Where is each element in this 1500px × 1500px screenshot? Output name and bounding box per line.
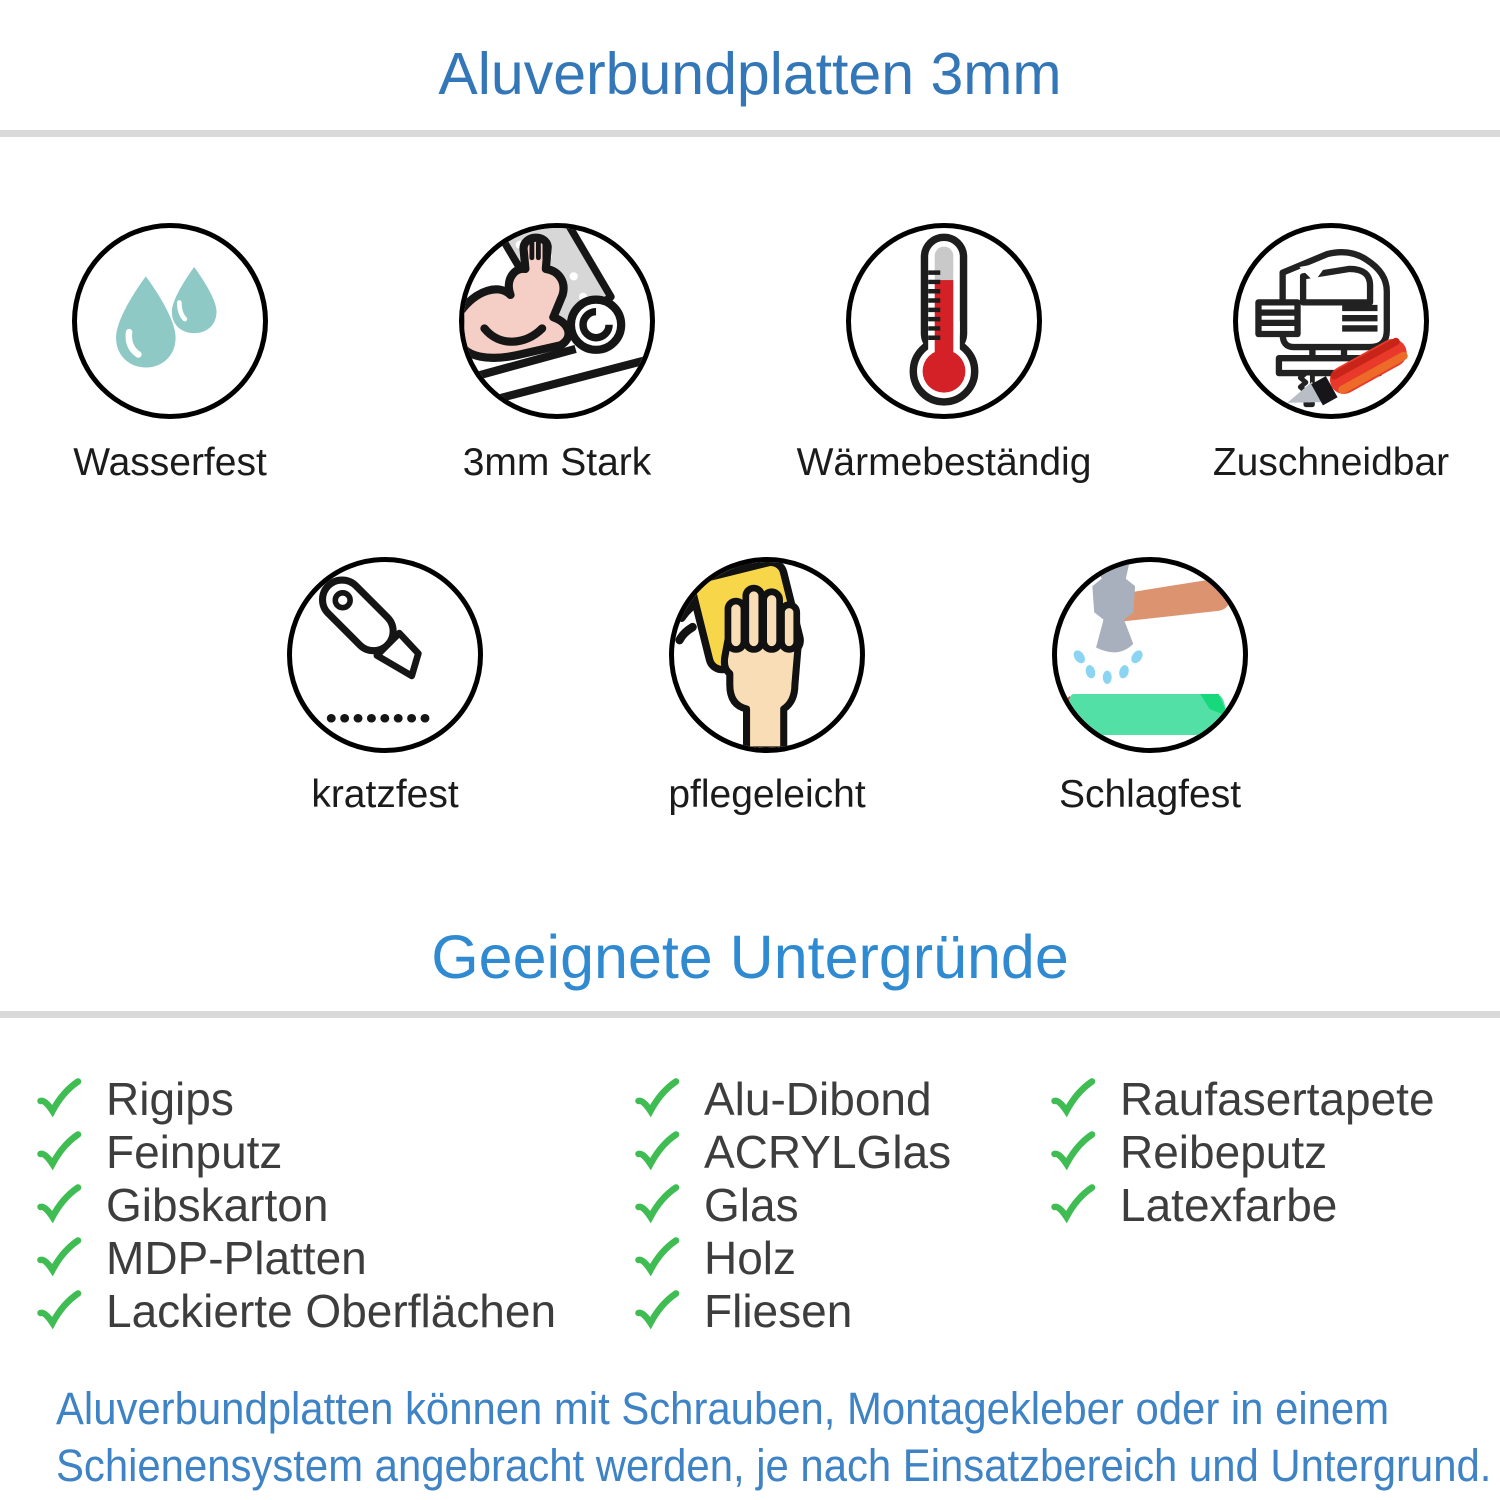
checkmark-icon [1048, 1180, 1098, 1230]
list-item [1048, 1125, 1435, 1178]
hammer-impact-icon [1057, 562, 1243, 748]
list-item-label: Gibskarton [106, 1178, 329, 1231]
list-item-label: Alu-Dibond [704, 1072, 932, 1125]
mounting-note-line-1: Aluverbundplatten können mit Schrauben, Montagekleber oder in einem [56, 1383, 1390, 1434]
list-item [34, 1231, 556, 1284]
feature-circle-3mm-stark [459, 223, 655, 419]
checkmark-icon [1048, 1127, 1098, 1177]
water-drops-icon [77, 228, 263, 414]
checkmark-icon [34, 1286, 84, 1336]
feature-circle-kratzfest [287, 557, 483, 753]
feature-circle-wasserfest [72, 223, 268, 419]
checkmark-icon [632, 1074, 682, 1124]
list-item-label: Reibeputz [1120, 1125, 1328, 1178]
feature-label-pflegeleicht: pflegeleicht [668, 773, 866, 816]
list-item [632, 1284, 951, 1337]
list-item-label: ACRYLGlas [704, 1125, 952, 1178]
checkmark-icon [34, 1233, 84, 1283]
list-item-label: Fliesen [704, 1284, 853, 1337]
list-item-label: Glas [704, 1178, 799, 1231]
feature-label-zuschneidbar: Zuschneidbar [1212, 441, 1450, 484]
list-item [1048, 1072, 1435, 1125]
list-item [632, 1178, 951, 1231]
checkmark-icon [34, 1180, 84, 1230]
subsection-title: Geeignete Untergründe [431, 923, 1069, 991]
checkmark-icon [34, 1127, 84, 1177]
list-item-label: MDP-Platten [106, 1231, 367, 1284]
checkmark-icon [34, 1074, 84, 1124]
feature-circle-zuschneidbar [1233, 223, 1429, 419]
checkmark-icon [632, 1180, 682, 1230]
feature-circle-pflegeleicht [669, 557, 865, 753]
list-item [632, 1072, 951, 1125]
mounting-note [56, 1383, 1500, 1497]
list-item-label: Lackierte Oberflächen [106, 1284, 557, 1337]
list-item [632, 1231, 951, 1284]
thermometer-icon [851, 228, 1037, 414]
list-item [34, 1178, 556, 1231]
mounting-note-line-2: Schienensystem angebracht werden, je nach Einsatzbereich und Untergrund. [56, 1440, 1492, 1491]
list-item [34, 1072, 556, 1125]
checkmark-icon [632, 1286, 682, 1336]
muscle-arm-icon [464, 228, 650, 414]
substrates-column-2 [632, 1072, 951, 1337]
list-item [34, 1284, 556, 1337]
cleaning-hand-icon [674, 562, 860, 748]
page-title: Aluverbundplatten 3mm [438, 41, 1062, 107]
checkmark-icon [1048, 1074, 1098, 1124]
checkmark-icon [632, 1233, 682, 1283]
feature-circle-waermebestaendig [846, 223, 1042, 419]
list-item [34, 1125, 556, 1178]
feature-label-3mm-stark: 3mm Stark [462, 441, 652, 484]
jigsaw-cutter-icon [1238, 228, 1424, 414]
list-item-label: Feinputz [106, 1125, 283, 1178]
checkmark-icon [632, 1127, 682, 1177]
list-item-label: Holz [704, 1231, 797, 1284]
substrates-column-1 [34, 1072, 556, 1337]
feature-label-waermebestaendig: Wärmebeständig [796, 441, 1092, 484]
divider-middle [0, 1011, 1500, 1018]
list-item-label: Raufasertapete [1120, 1072, 1435, 1125]
substrates-column-3 [1048, 1072, 1435, 1231]
divider-top [0, 130, 1500, 137]
feature-label-wasserfest: Wasserfest [73, 441, 267, 484]
feature-label-kratzfest: kratzfest [311, 773, 459, 816]
list-item-label: Rigips [106, 1072, 234, 1125]
list-item [632, 1125, 951, 1178]
list-item [1048, 1178, 1435, 1231]
list-item-label: Latexfarbe [1120, 1178, 1338, 1231]
feature-circle-schlagfest [1052, 557, 1248, 753]
cutter-knife-icon [292, 562, 478, 748]
feature-label-schlagfest: Schlagfest [1058, 773, 1242, 816]
